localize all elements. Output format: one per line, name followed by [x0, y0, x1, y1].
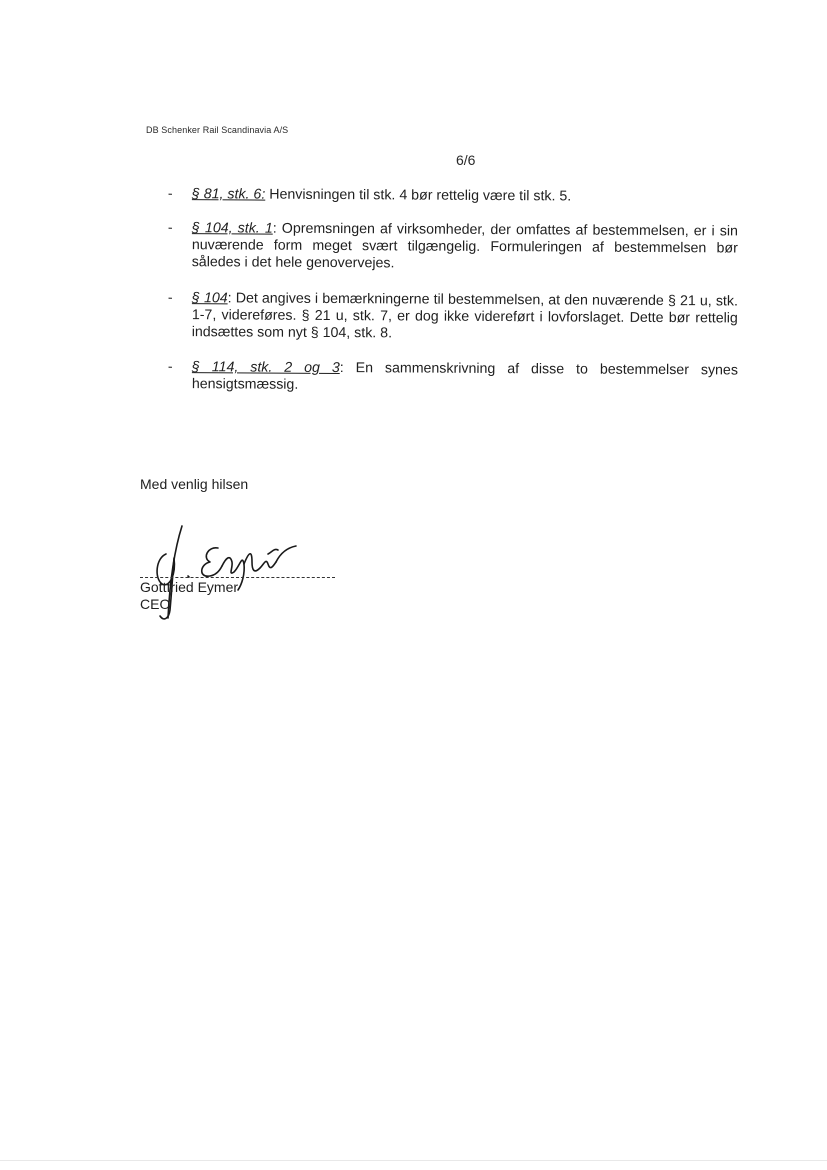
- item-body: Henvisningen til stk. 4 bør rettelig være til stk. 5.: [265, 186, 572, 205]
- item-body: : Det angives i bemærkningerne til bestemmelsen, at den nuværende § 21 u, stk. 1-7, videreføres. § 21 u, stk. 7, er dog ikke videreført i lovforslaget. Dette bør rettelig indsættes som nyt § 104, stk. 8.: [191, 290, 738, 342]
- list-item: [168, 290, 738, 344]
- page-number: 6/6: [456, 152, 476, 168]
- company-name: DB Schenker Rail Scandinavia A/S: [146, 125, 289, 135]
- signature-line: [140, 577, 335, 578]
- list-item-text: [192, 290, 738, 344]
- list-item: [168, 359, 738, 396]
- list-item: [168, 220, 738, 274]
- page-edge: [0, 1160, 827, 1161]
- section-reference: § 104, stk. 1: [191, 220, 273, 237]
- list-item-text: [192, 359, 738, 396]
- list-dash: -: [167, 290, 173, 307]
- list-item: [168, 186, 738, 206]
- list-dash: -: [167, 186, 173, 203]
- signer-name: Gottfried Eymer: [140, 579, 239, 595]
- list-item-text: [192, 186, 738, 206]
- item-body: : En sammenskrivning af disse to bestemmelser synes hensigtsmæssig.: [191, 360, 738, 393]
- signer-title: CEO: [140, 596, 171, 612]
- section-reference: § 81, stk. 6:: [191, 186, 266, 203]
- list-dash: -: [167, 359, 173, 376]
- list-dash: -: [167, 220, 173, 237]
- list-item-text: [192, 220, 738, 274]
- section-reference: § 114, stk. 2 og 3: [191, 359, 340, 377]
- section-reference: § 104: [191, 290, 228, 307]
- closing-greeting: Med venlig hilsen: [140, 476, 249, 492]
- item-body: : Opremsningen af virksomheder, der omfattes af bestemmelsen, er i sin nuværende form meget svært tilgængelig. Formuleringen af bestemmelsen bør således i det hele genovervejes.: [191, 220, 738, 272]
